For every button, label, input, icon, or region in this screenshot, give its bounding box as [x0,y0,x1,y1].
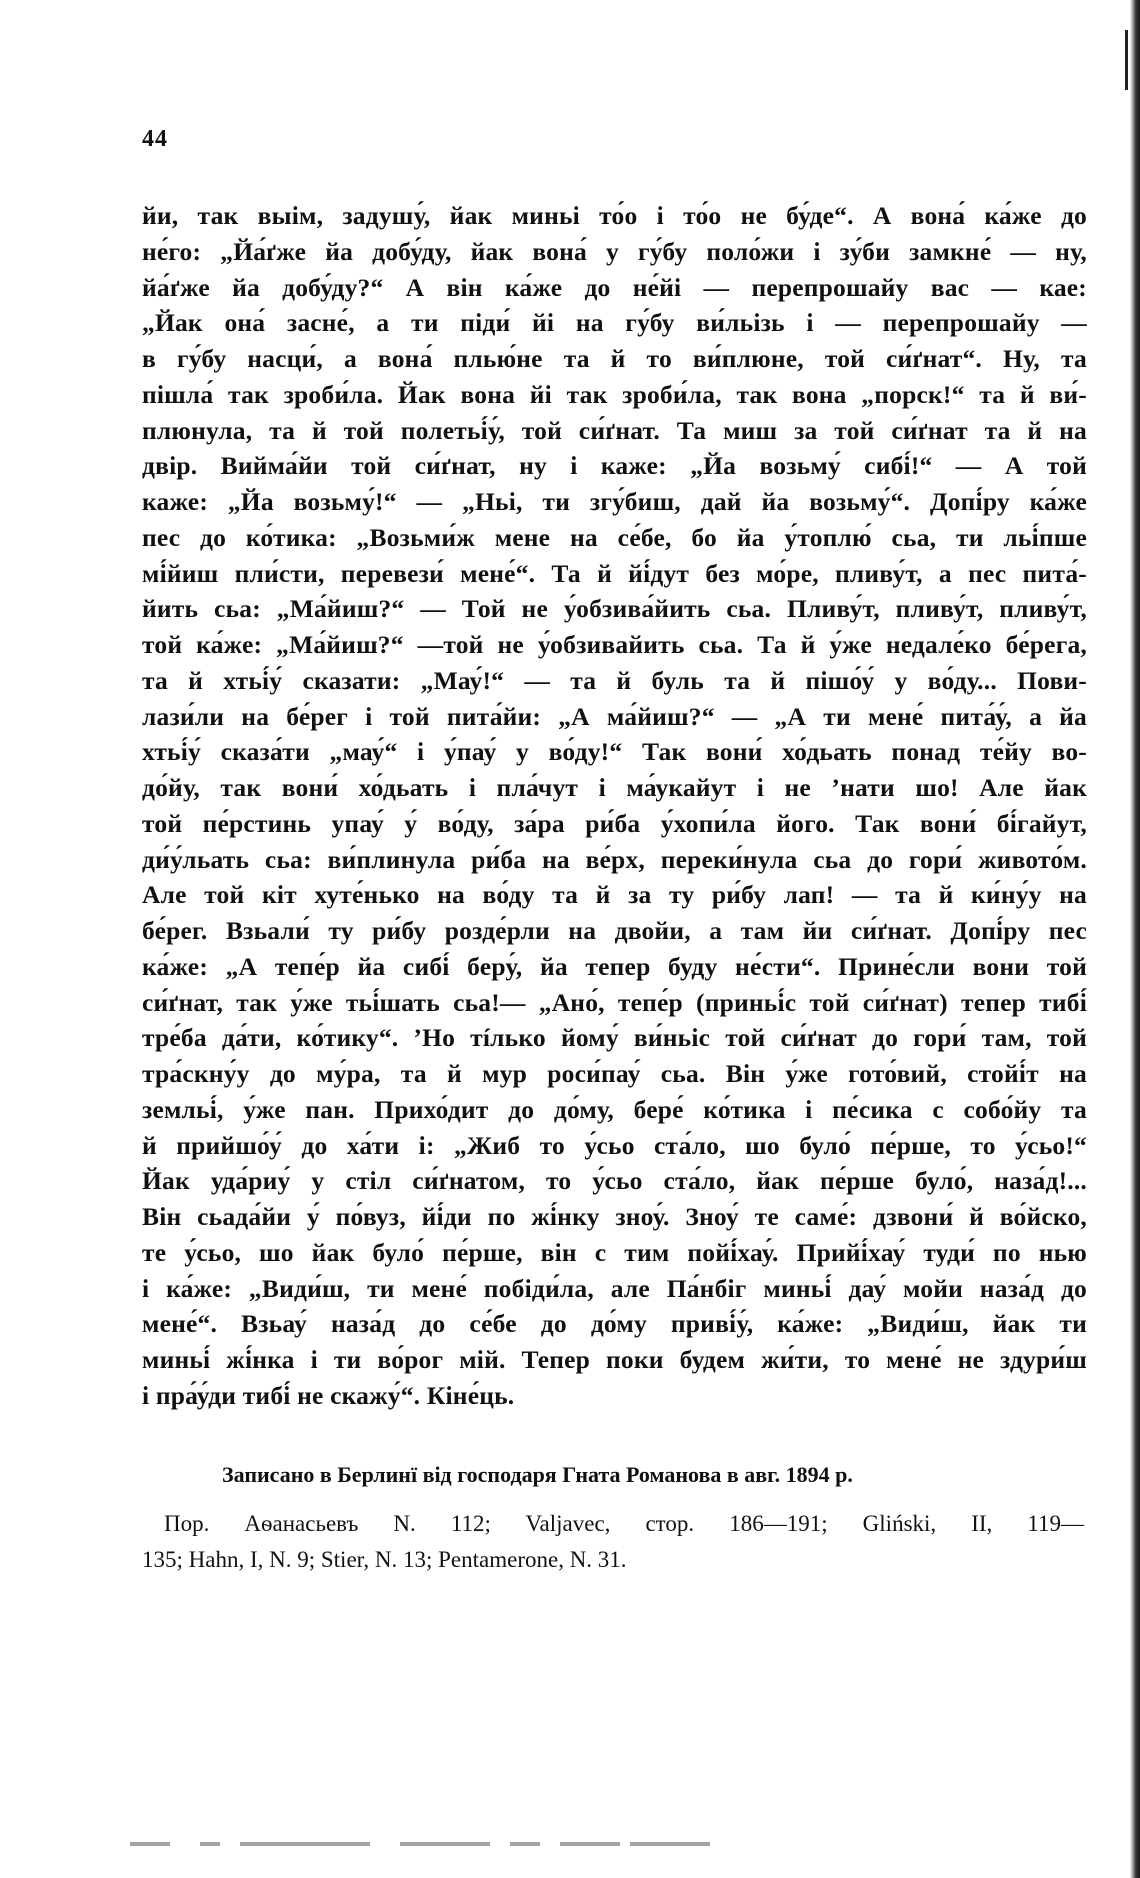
body-line: земльі́, у́же пан. Прихо́дит до до́му, бере́ ко́тика і пе́сика с собо́йу та [142,1094,1087,1124]
body-line: й прийшо́у́ до ха́ти і: „Жиб то у́сьо ста́ло, шо було́ пе́рше, то у́сьо!“ [142,1130,1087,1160]
body-line-last: і пра́у́ди тибі́ не скажу́“. Кіне́ць. [142,1380,515,1410]
body-line: ди́у́льать сьа: ви́плинула ри́ба на ве́рх, переки́нула сьа до гори́ живото́м. [142,844,1087,874]
body-line: той ка́же: „Ма́йиш?“ —той не у́обзивайить сьа. Та й у́же недале́ко бе́рега, [142,630,1087,659]
body-line: миньі́ жі́нка і ти во́рог мій. Тепер поки будем жи́ти, то мене́ не здури́ш [142,1345,1087,1374]
page-number: 44 [142,126,168,152]
body-line: тре́ба да́ти, ко́тику“. ’Но тíлько йому́ ви́ньіс той си́ґнат до гори́ там, той [142,1023,1087,1053]
body-line: бе́рег. Взьали́ ту ри́бу розде́рли на двойи, а там йи си́ґнат. Допі́ру пес [142,916,1087,945]
body-line: мене́“. Взьау́ наза́д до се́бе до до́му приві́у́, ка́же: „Види́ш, йак ти [142,1309,1087,1339]
body-line: Йак уда́риу́ у стіл си́ґнатом, то у́сьо ста́ло, йак пе́рше було́, наза́д!... [142,1166,1087,1196]
body-line: та й хтьі́у́ сказати: „Мау́!“ — та й буль та й пішо́у́ у во́ду... Пови- [142,665,1087,695]
body-line: каже: „Йа возьму́!“ — „Ньі, ти згу́биш, дай йа возьму́“. Допі́ру ка́же [142,487,1087,516]
body-line: пес до ко́тика: „Возьми́ж мене на се́бе, бо йа у́топлю́ сьа, ти льі́пше [142,522,1087,552]
body-line: плюнула, та й той полетьі́у́, той си́ґнат. Та миш за той си́ґнат та й на [142,415,1087,445]
body-line: до́йу, так вони́ хо́дьать і пла́чут і ма́укайут і не ’нати шо! Але йак [142,773,1087,802]
body-line: хтьі́у́ сказа́ти „мау́“ і у́пау́ у во́ду!“ Так вони́ хо́дьать понад те́йу во- [142,737,1087,767]
body-line: лази́ли на бе́рег і той пита́йи: „А ма́йиш?“ — „А ти мене́ пита́у́, а йа [142,701,1087,731]
body-line: Він сьада́йи у́ по́вуз, йі́ди по жі́нку зноу́. Зноу́ те саме́: дзвони́ й во́йско, [142,1202,1087,1231]
recording-note: Записано в Берлинї від господаря Гната Романова в авг. 1894 р. [222,1462,853,1487]
body-line: і ка́же: „Види́ш, ти мене́ побіди́ла, але Па́нбіг миньі́ дау́ мойи наза́д до [142,1273,1087,1303]
body-line: „Йак она́ засне́, а ти піди́ йі на гу́бу ви́льізь і — перепрошайу — [142,308,1087,338]
body-line: йи, так выім, задушу́, йак миньі то́о і то́о не бу́де“. А вона́ ка́же до [142,201,1087,230]
body-line: ка́же: „А тепе́р йа сибі́ беру́, йа тепер буду не́сти“. Прине́сли вони той [142,951,1087,981]
body-line: не́го: „Йа́ґже йа добу́ду, йак вона́ у гу́бу поло́жи і зу́би замкне́ — ну, [142,236,1087,266]
body-line: Але той кіт хуте́нько на во́ду та й за ту ри́бу лап! — та й ки́ну́у на [142,880,1087,910]
body-line: йа́ґже йа добу́ду?“ А він ка́же до не́йі — перепрошайу вас — кае: [142,272,1087,302]
body-line: мі́йиш пли́сти, перевези́ мене́“. Та й йі́дут без мо́ре, пливу́т, а пес пита́- [142,558,1087,588]
reference-line-last: 135; Hahn, I, N. 9; Stier, N. 13; Pentamerone, N. 31. [142,1547,627,1572]
body-line: двір. Вийма́йи той си́ґнат, ну і каже: „Йа возьму́ сибі́!“ — А той [142,451,1087,481]
scan-bottom-noise [130,1842,830,1852]
body-line: в гу́бу насци́, а вона́ плью́не та й то ви́плюне, той си́ґнат“. Ну, та [142,344,1087,373]
scan-page-edge [1130,0,1140,1878]
scan-edge-mark [1125,30,1128,90]
body-line: си́ґнат, так у́же тьі́шать сьа!— „Ано́, тепе́р (приньі́с той си́ґнат) тепер тибі́ [142,987,1087,1017]
body-line: йить сьа: „Ма́йиш?“ — Той не у́обзива́йить сьа. Пливу́т, пливу́т, пливу́т, [142,594,1087,624]
body-line: пішла́ так зроби́ла. Йак вона йі так зроби́ла, так вона „порск!“ та й ви́- [142,379,1087,409]
references-block [142,1506,1084,1578]
story-body-text [142,198,1087,1414]
body-line: той пе́рстинь упау́ у́ во́ду, за́ра ри́ба у́хопи́ла його. Так вони́ бі́гайут, [142,808,1087,838]
body-line: те у́сьо, шо йак було́ пе́рше, він с тим пойі́хау́. Прийі́хау́ туди́ по нью [142,1237,1087,1267]
body-line: тра́скну́у до му́ра, та й мур роси́пау́ сьа. Він у́же гото́вий, стойі́т на [142,1059,1087,1088]
reference-line: Пор. Аѳанасьевъ N. 112; Valjavec, стор. 186—191; Gliński, II, 119— [164,1511,1084,1536]
